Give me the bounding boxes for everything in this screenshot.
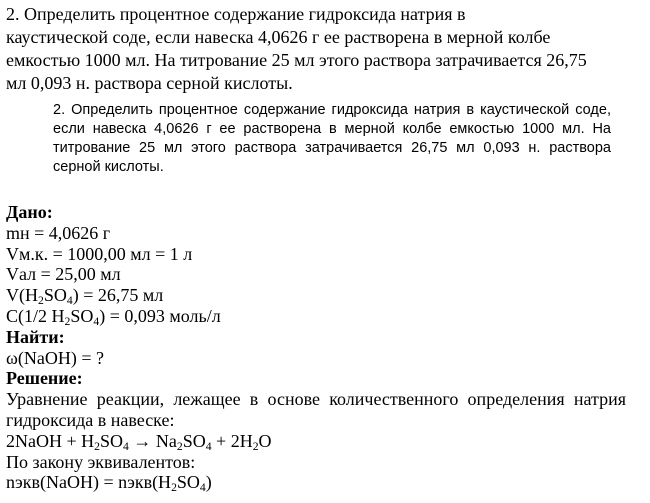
equivalents-equation: nэкв(NaOH) = $nэкв(H_2SO_4)$ <box>6 472 212 495</box>
problem-line-4: мл 0,093 н. раствора серной кислоты. <box>6 73 293 93</box>
given-flask-volume: Vм.к. = 1000,00 мл = 1 л <box>6 243 193 264</box>
equivalents-law: По закону эквивалентов: <box>6 451 196 472</box>
given-acid-volume: $V(H_2SO_4) = 26,75$ мл <box>6 285 164 308</box>
problem-line-3: емкостью 1000 мл. На титрование 25 мл этого раствора затрачивается 26,75 <box>6 50 587 70</box>
solution-block <box>6 202 626 493</box>
find-heading: Найти: <box>6 326 65 347</box>
given-heading: Дано: <box>6 202 53 222</box>
problem-line-2: каустической соде, если навеска 4,0626 г ее растворена в мерной колбе <box>6 27 551 47</box>
reaction-equation: 2NaOH + $H_2SO_4 \to Na_2SO_4 + 2H_2O$ <box>6 430 272 453</box>
solution-intro: Уравнение реакции, лежащее в основе количественного определения натрия гидроксида в навеске: <box>6 389 626 430</box>
find-omega: ω(NaOH) = ? <box>6 347 104 368</box>
problem-statement-serif <box>6 3 626 95</box>
given-aliquot-volume: Vал = 25,00 мл <box>6 264 121 285</box>
given-mass: mн = 4,0626 г <box>6 222 111 243</box>
given-acid-concentration: C(1/2 $H_2SO_4) = 0,093$ моль/л <box>6 305 221 328</box>
problem-statement-sans: 2. Определить процентное содержание гидроксида натрия в каустической соде, если навеска 4,0626 г ее растворена в мерной колбе емкостью 1000 мл. На титрование 25 мл этого раствора затрачивается 26,75 мл 0,093 н. раствора серной кислоты. <box>53 102 611 175</box>
solution-heading: Решение: <box>6 368 83 389</box>
problem-line-1: 2. Определить процентное содержание гидроксида натрия в <box>6 4 466 24</box>
